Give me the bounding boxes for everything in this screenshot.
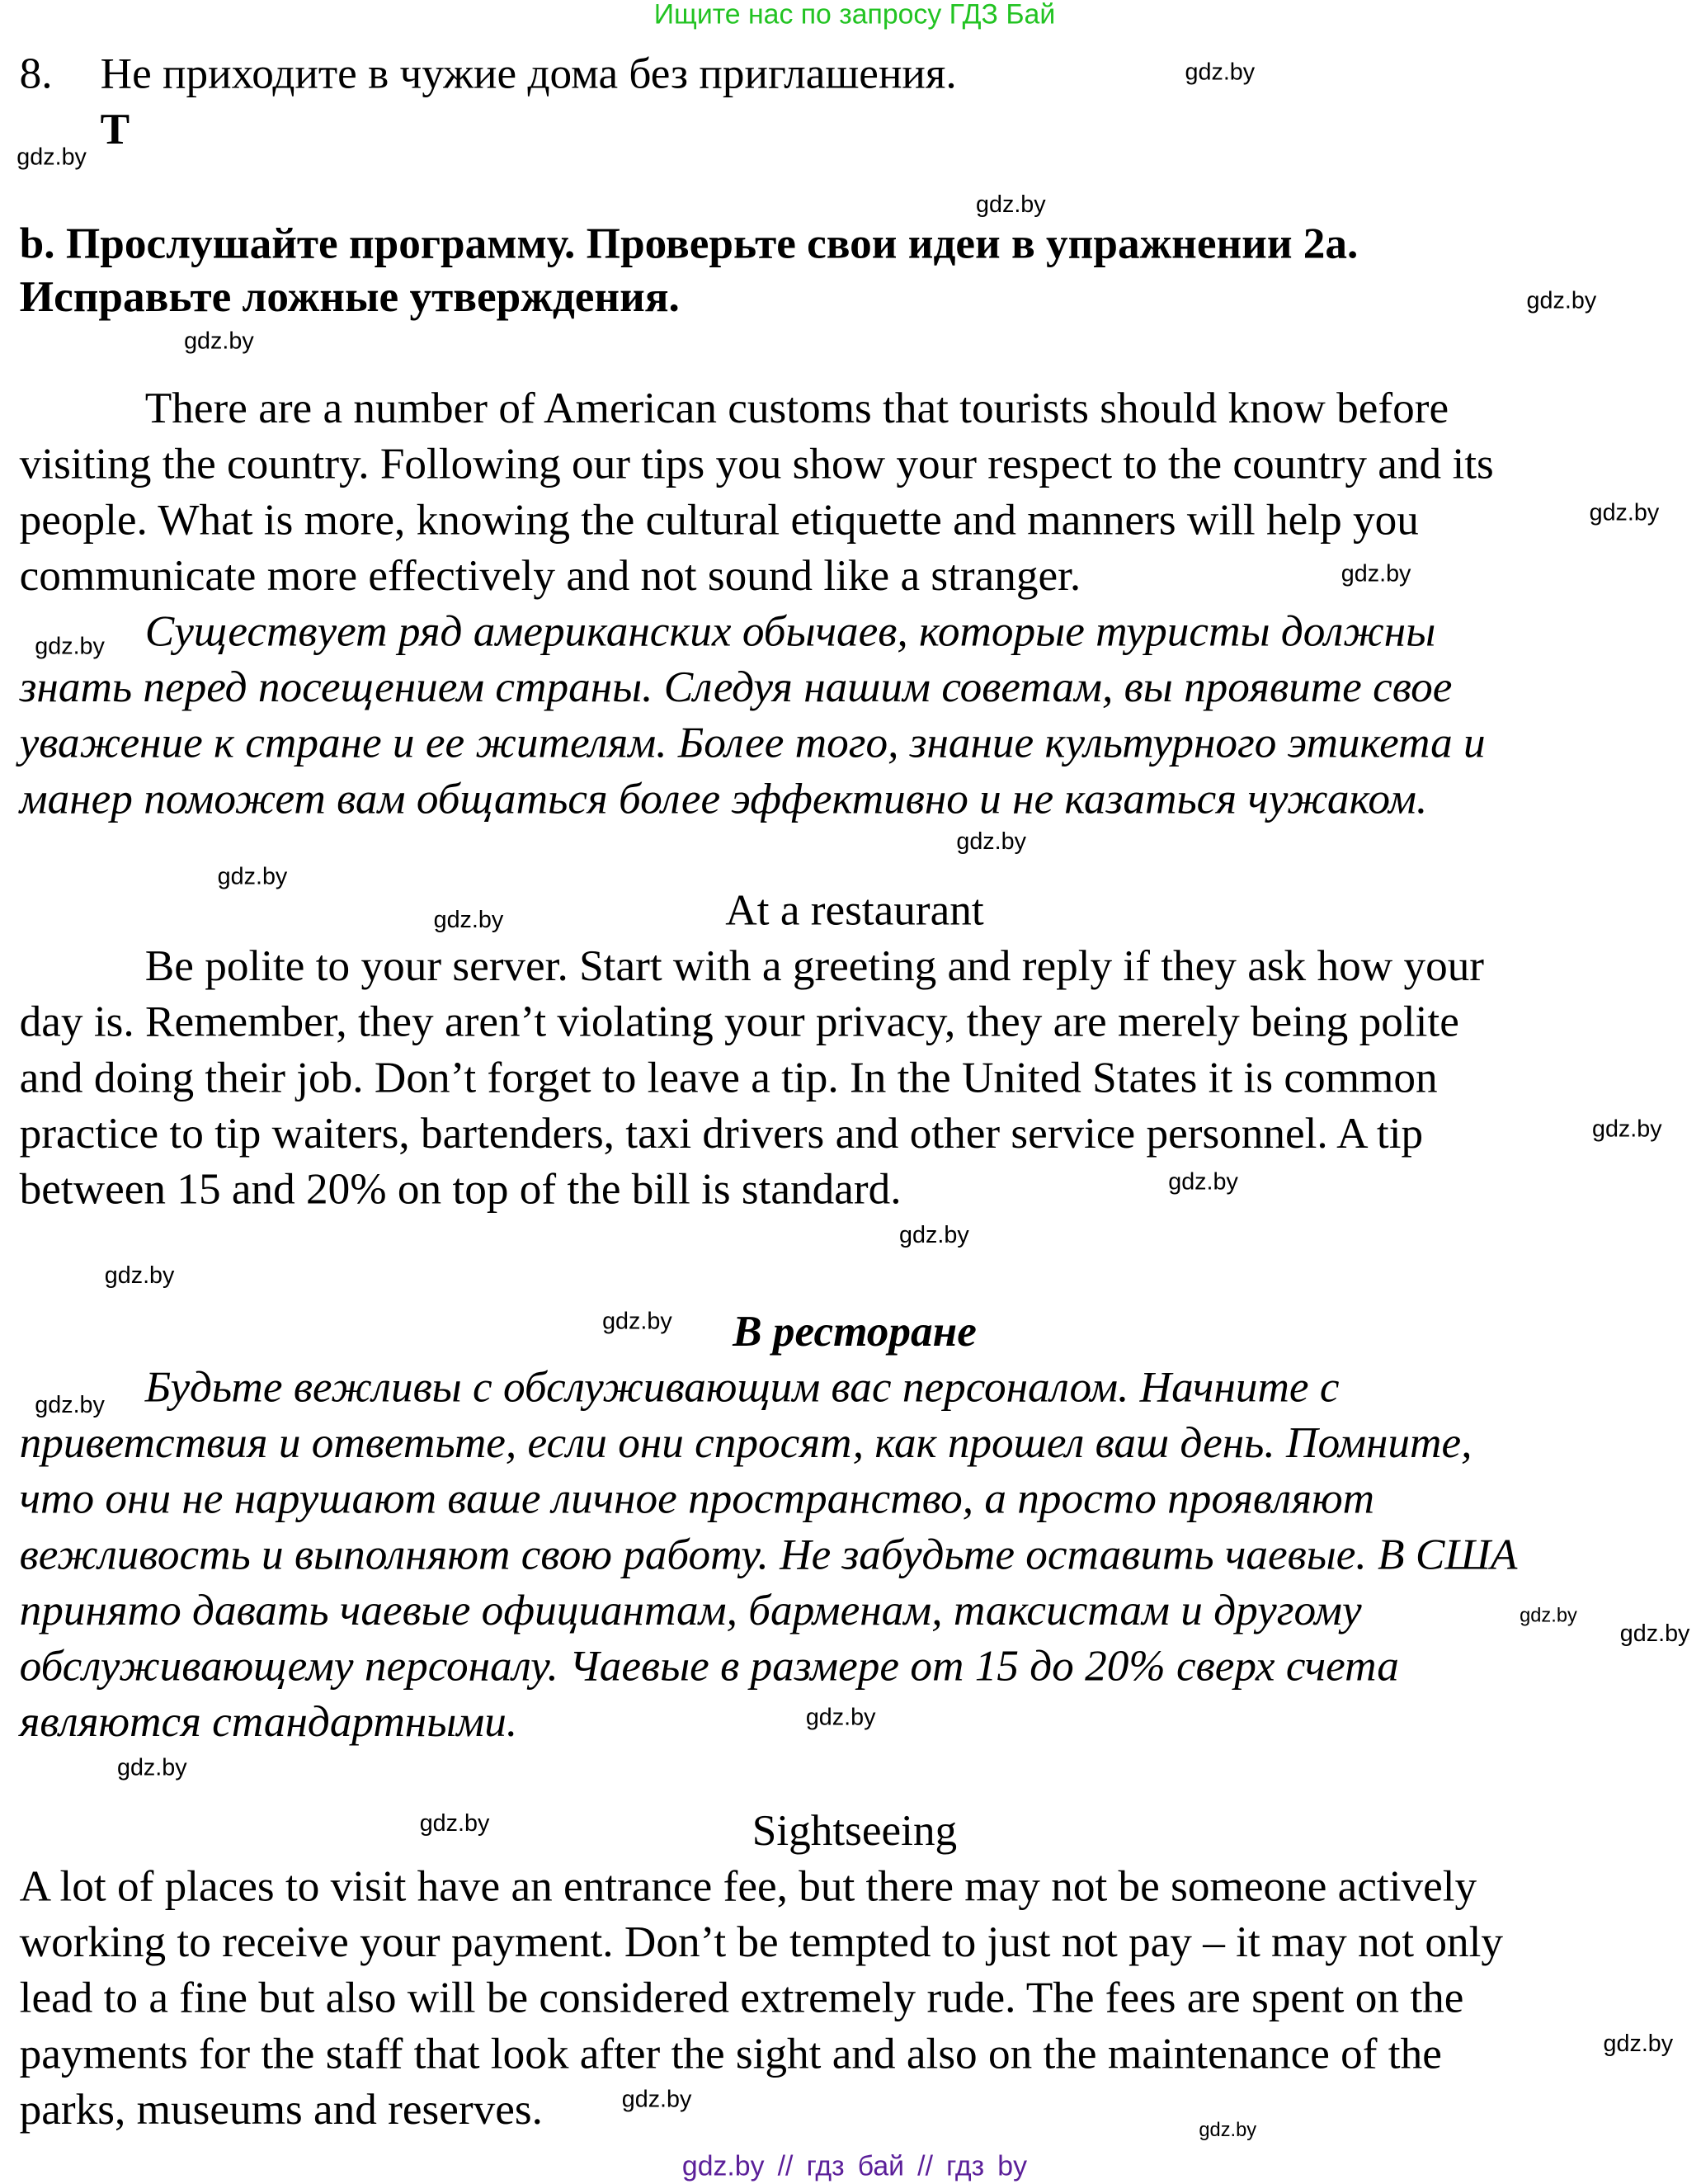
watermark: gdz.by [1603, 2030, 1674, 2057]
site-header-banner[interactable]: Ищите нас по запросу ГДЗ Бай [653, 0, 1056, 31]
intro-ru-line: манер поможет вам общаться более эффективно и не казаться чужаком. [19, 773, 1428, 823]
restaurant-ru-line: приветствия и ответьте, если они спросят, как прошел ваш день. Помните, [19, 1417, 1472, 1467]
watermark: gdz.by [1185, 58, 1256, 86]
restaurant-en-line: Be polite to your server. Start with a greeting and reply if they ask how your [144, 941, 1485, 990]
restaurant-ru-line: вежливость и выполняют свою работу. Не забудьте оставить чаевые. В США [19, 1529, 1518, 1579]
watermark: gdz.by [1591, 1116, 1662, 1143]
watermark: gdz.by [899, 1221, 969, 1248]
watermark: gdz.by [976, 191, 1046, 218]
restaurant-en-line: and doing their job. Don’t forget to leave a tip. In the United States it is common [19, 1052, 1438, 1102]
site-footer-links[interactable]: gdz.by // гдз бай // гдз by [681, 2151, 1028, 2182]
watermark: gdz.by [956, 828, 1026, 855]
watermark: gdz.by [1168, 1168, 1238, 1196]
intro-ru-line: знать перед посещением страны. Следуя нашим советам, вы проявите свое [19, 662, 1453, 711]
task-heading: Исправьте ложные утверждения. [19, 271, 680, 321]
restaurant-ru-line: Будьте вежливы с обслуживающим вас персоналом. Начните с [144, 1362, 1340, 1412]
intro-ru-line: Существует ряд американских обычаев, которые туристы должны [144, 606, 1436, 656]
answer-true: T [100, 104, 130, 153]
sightseeing-en-line: working to receive your payment. Don’t be tempted to just not pay – it may not only [19, 1917, 1504, 1966]
restaurant-ru-line: обслуживающему персоналу. Чаевые в размере от 15 до 20% сверх счета [19, 1641, 1399, 1691]
watermark: gdz.by [805, 1704, 876, 1731]
intro-en-line: communicate more effectively and not sound like a stranger. [19, 550, 1081, 600]
watermark: gdz.by [35, 1391, 105, 1418]
watermark: gdz.by [602, 1308, 672, 1335]
watermark: gdz.by [116, 1754, 187, 1781]
watermark: gdz.by [1520, 1603, 1577, 1626]
restaurant-ru-line: являются стандартными. [19, 1696, 518, 1746]
intro-en-line: visiting the country. Following our tips you show your respect to the country and its [19, 439, 1494, 488]
task-heading: b. Прослушайте программу. Проверьте свои идеи в упражнении 2a. [19, 219, 1359, 268]
watermark: gdz.by [104, 1262, 175, 1289]
watermark: gdz.by [217, 863, 288, 890]
intro-en-line: There are a number of American customs that tourists should know before [144, 383, 1449, 432]
intro-ru-line: уважение к стране и ее жителям. Более того, знание культурного этикета и [19, 718, 1486, 767]
sightseeing-en-line: lead to a fine but also will be considered extremely rude. The fees are spent on the [19, 1973, 1464, 2022]
watermark: gdz.by [1341, 560, 1411, 587]
restaurant-en-line: between 15 and 20% on top of the bill is standard. [19, 1164, 902, 1214]
watermark: gdz.by [419, 1809, 490, 1837]
watermark: gdz.by [1589, 499, 1660, 526]
intro-en-line: people. What is more, knowing the cultural etiquette and manners will help you [19, 494, 1419, 545]
sightseeing-en-line: parks, museums and reserves. [19, 2084, 543, 2134]
watermark: gdz.by [433, 906, 504, 933]
watermark: gdz.by [621, 2086, 692, 2113]
restaurant-en-line: practice to tip waiters, bartenders, taxi drivers and other service personnel. A tip [19, 1108, 1424, 1158]
restaurant-ru-line: принято давать чаевые официантам, барменам, таксистам и другому [19, 1585, 1362, 1634]
watermark: gdz.by [1619, 1620, 1690, 1647]
watermark: gdz.by [35, 633, 105, 660]
sightseeing-en-line: payments for the staff that look after the sight and also on the maintenance of the [19, 2028, 1442, 2078]
watermark: gdz.by [1199, 2118, 1257, 2141]
statement-8: Не приходите в чужие дома без приглашения. [100, 49, 957, 98]
section-title-restaurant: At a restaurant [725, 885, 984, 935]
watermark: gdz.by [184, 328, 254, 355]
restaurant-en-line: day is. Remember, they aren’t violating your privacy, they are merely being polite [19, 997, 1459, 1046]
item-number: 8. [19, 49, 53, 98]
restaurant-ru-line: что они не нарушают ваше личное пространство, а просто проявляют [19, 1474, 1375, 1523]
section-title-sightseeing: Sightseeing [752, 1805, 958, 1855]
watermark: gdz.by [16, 144, 87, 171]
watermark: gdz.by [1526, 287, 1597, 314]
sightseeing-en-line: A lot of places to visit have an entrance fee, but there may not be someone actively [19, 1861, 1477, 1911]
section-title-restaurant-ru: В ресторане [733, 1306, 977, 1356]
